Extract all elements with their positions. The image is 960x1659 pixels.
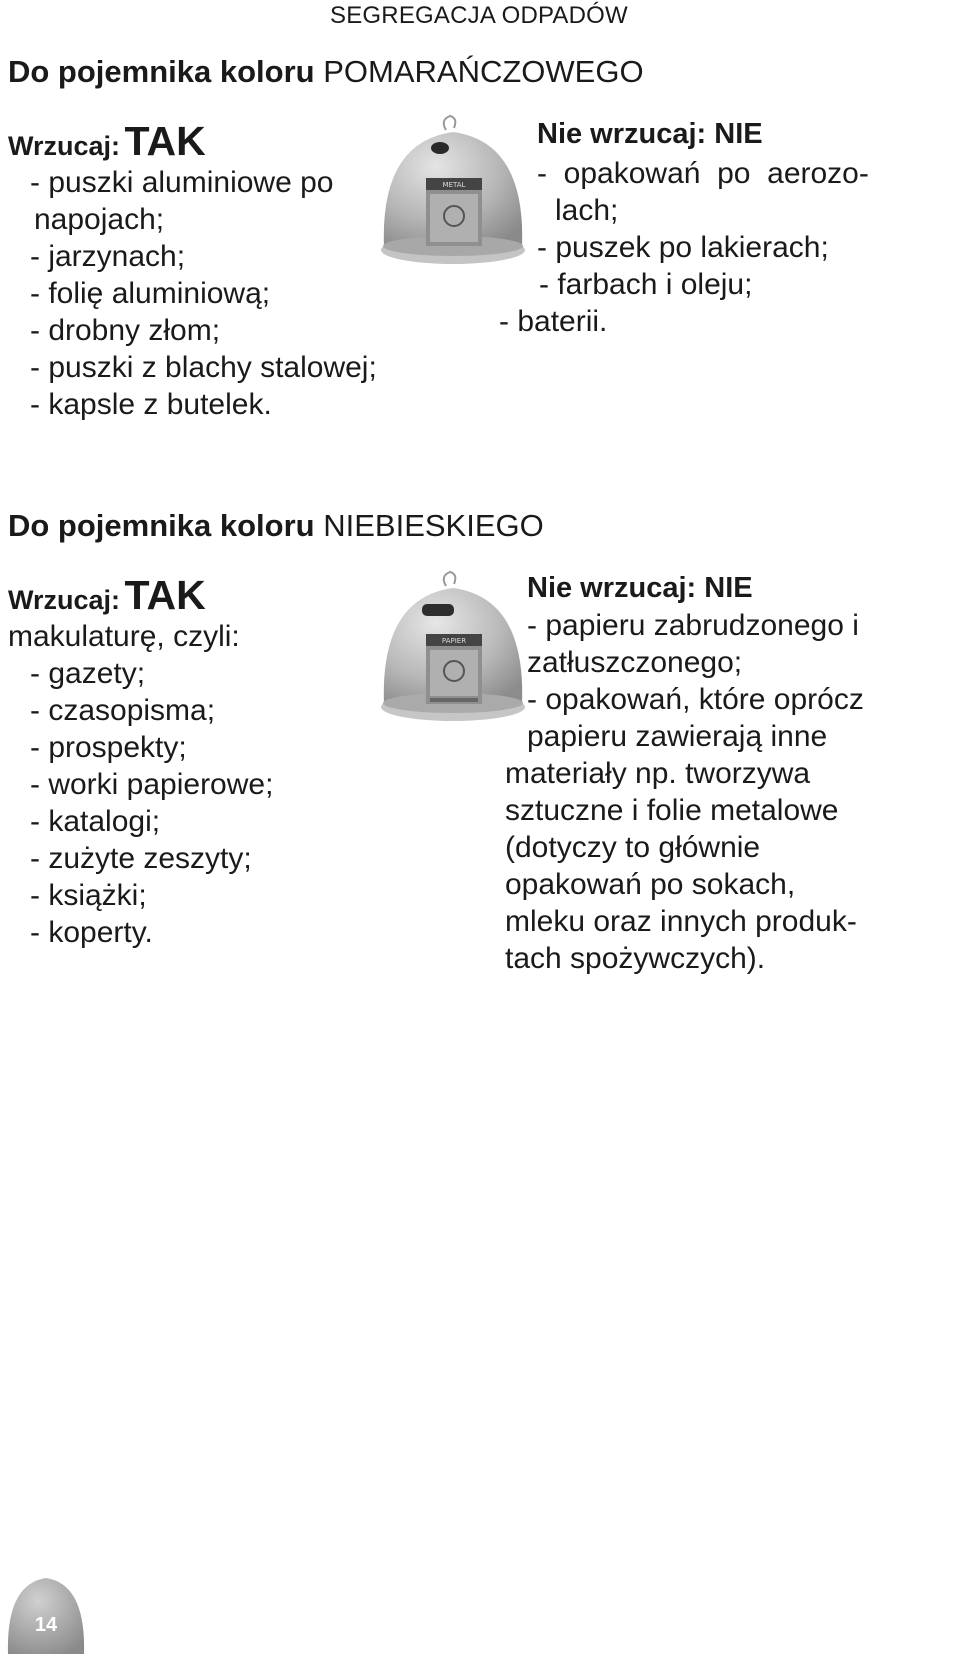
list-item: - kapsle z butelek. (30, 388, 272, 421)
list-item: opakowań po sokach, (505, 868, 796, 901)
page-number: 14 (34, 1614, 58, 1636)
no-list-blue (505, 607, 864, 977)
section-title-lead: Do pojemnika koloru (8, 54, 315, 89)
list-item: - prospekty; (30, 731, 187, 764)
metal-bin-image (378, 112, 528, 267)
list-item: - baterii. (499, 305, 608, 338)
list-item: papieru zawierają inne (527, 720, 828, 753)
list-item: - worki papierowe; (30, 768, 274, 801)
list-item: - książki; (30, 879, 147, 912)
list-item: - puszki aluminiowe po (30, 166, 334, 199)
list-item: - opakowań po aerozo- (537, 157, 869, 190)
list-item: lach; (555, 194, 619, 227)
list-item: napojach; (34, 203, 165, 236)
bin-badge-icon (4, 1570, 88, 1654)
list-item: - puszek po lakierach; (537, 231, 829, 264)
list-item: - folię aluminiową; (30, 277, 271, 310)
yes-list-blue (30, 655, 273, 951)
yes-label: Wrzucaj: (8, 585, 121, 615)
running-header: SEGREGACJA ODPADÓW (330, 2, 628, 29)
list-item: - zużyte zeszyty; (30, 842, 252, 875)
list-item: tach spożywczych). (505, 942, 766, 975)
page-number-badge (4, 1570, 88, 1654)
yes-value: TAK (124, 118, 206, 164)
list-item: - koperty. (30, 916, 153, 949)
list-item: zatłuszczonego; (527, 646, 743, 679)
no-heading-orange: Nie wrzucaj: NIE (537, 118, 763, 150)
list-item: - papieru zabrudzonego i (527, 609, 859, 642)
list-item: (dotyczy to głównie (505, 831, 761, 864)
list-item: - farbach i oleju; (539, 268, 753, 301)
list-item: mleku oraz innych produk- (505, 905, 857, 938)
yes-heading-blue (8, 572, 206, 619)
section-title-lead: Do pojemnika koloru (8, 508, 315, 543)
list-item: - gazety; (30, 657, 146, 690)
bin-label: METAL (442, 181, 466, 189)
list-item: - opakowań, które oprócz (527, 683, 864, 716)
list-item: - katalogi; (30, 805, 161, 838)
list-item: - czasopisma; (30, 694, 216, 727)
yes-label: Wrzucaj: (8, 131, 121, 161)
bin-label: PAPIER (441, 637, 467, 645)
list-item: - puszki z blachy stalowej; (30, 351, 377, 384)
list-item: - drobny złom; (30, 314, 221, 347)
list-item: - jarzynach; (30, 240, 186, 273)
section-title-color: NIEBIESKIEGO (323, 508, 544, 543)
yes-list-orange (30, 164, 377, 423)
section-title-orange (8, 54, 644, 90)
section-title-color: POMARAŃCZOWEGO (323, 54, 644, 89)
yes-value: TAK (124, 572, 206, 618)
section-title-blue (8, 508, 544, 544)
no-list-orange (499, 155, 869, 340)
yes-heading-orange (8, 118, 206, 165)
yes-intro-blue: makulaturę, czyli: (8, 620, 240, 653)
list-item: sztuczne i folie metalowe (505, 794, 839, 827)
no-heading-blue: Nie wrzucaj: NIE (527, 572, 753, 604)
list-item: materiały np. tworzywa (505, 757, 811, 790)
